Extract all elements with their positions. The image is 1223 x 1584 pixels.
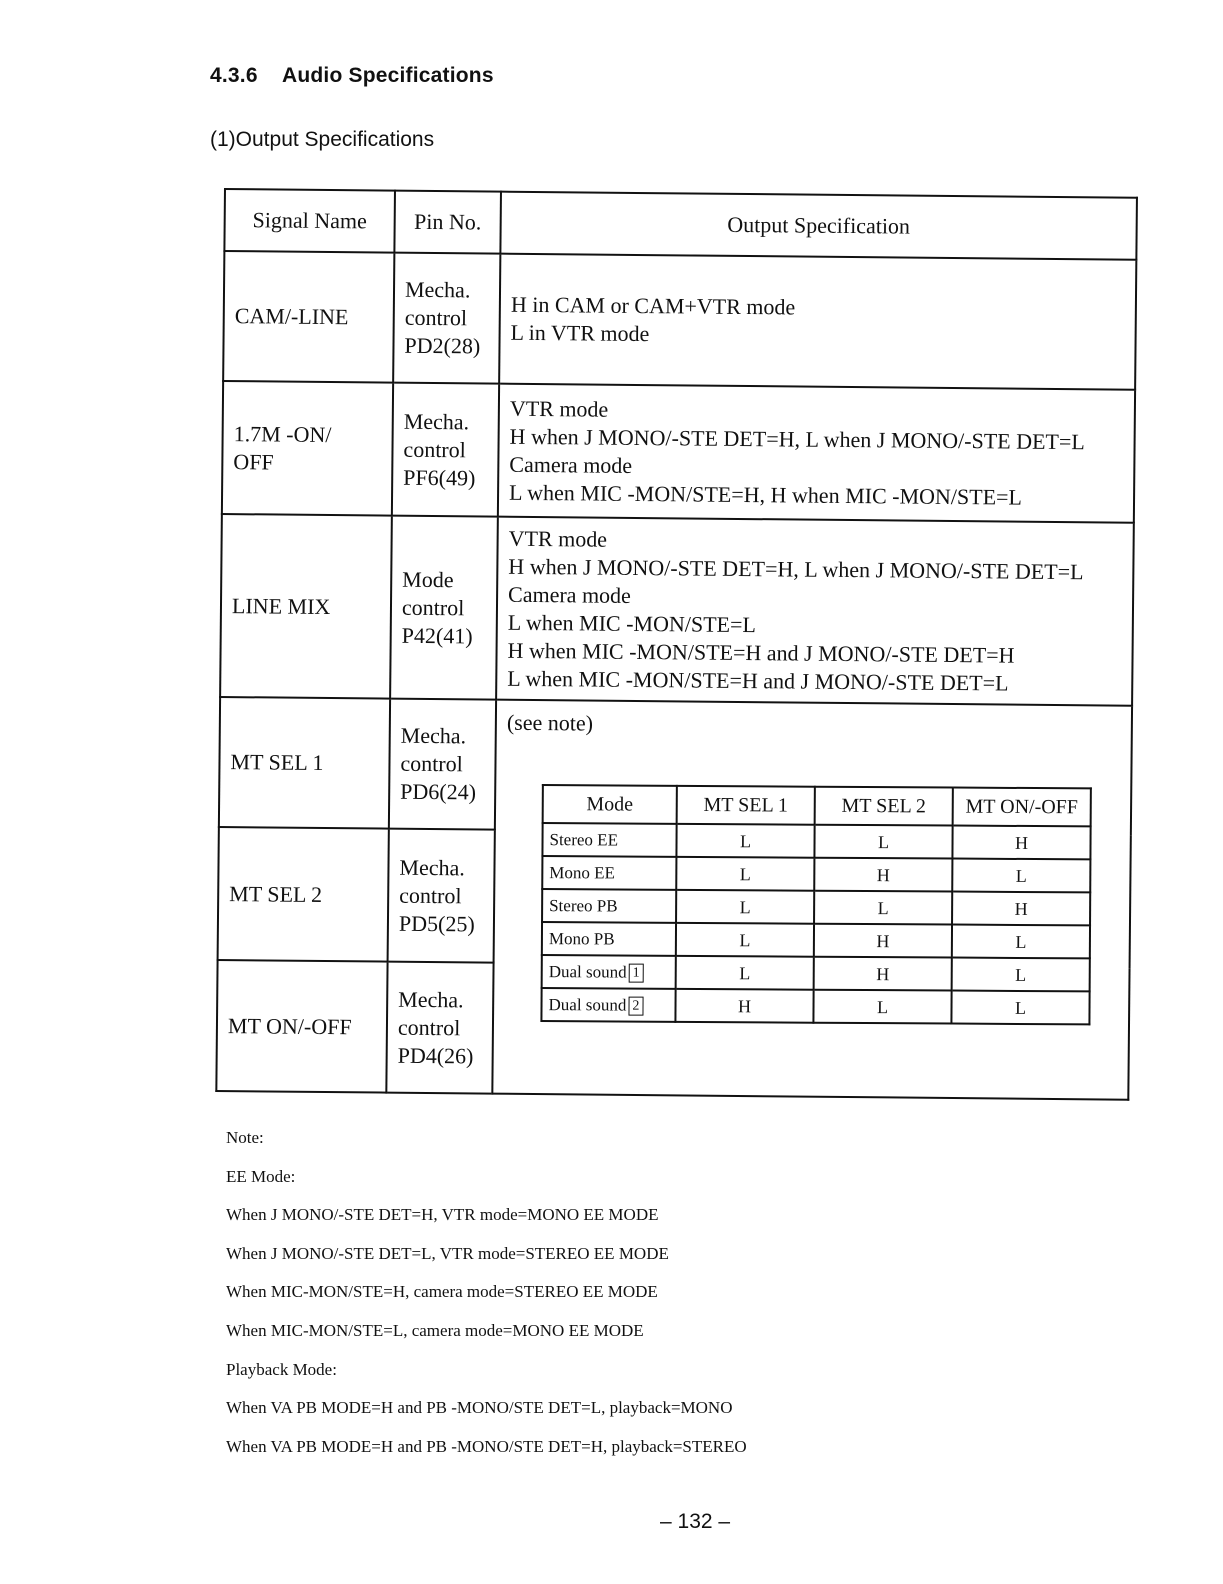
note-line: EE Mode: [226, 1166, 296, 1186]
notes-section [226, 1128, 747, 1475]
note-line: Note: [226, 1128, 264, 1147]
signal-name: LINE MIX [220, 514, 392, 699]
mode-row: Mono EE L H L [542, 856, 1090, 892]
table-header-row [224, 189, 1137, 260]
pin-no: Mecha. control PF6(49) [392, 383, 499, 517]
boxed-number: 1 [629, 964, 644, 983]
output-spec: H in CAM or CAM+VTR mode L in VTR mode [499, 254, 1136, 390]
mode-row: Stereo PB L L H [542, 889, 1090, 925]
mt-sel2-header: MT SEL 2 [815, 787, 953, 826]
header-signal-name: Signal Name [224, 189, 395, 253]
table-row [219, 697, 1132, 836]
section-number: 4.3.6 [210, 64, 258, 87]
pin-no: Mecha. control PD5(25) [388, 829, 495, 963]
signal-name: MT SEL 2 [218, 827, 389, 962]
note-line: Playback Mode: [226, 1359, 337, 1379]
output-spec: VTR mode H when J MONO/-STE DET=H, L when J MONO/-STE DET=L Camera mode L when MIC -MON/STE=L H when MIC -MON/STE=H and J MONO/-STE DET=H L when MIC -MON/STE=H and J MONO/-STE DET=L [496, 517, 1134, 706]
output-spec: VTR mode H when J MONO/-STE DET=H, L when J MONO/-STE DET=L Camera mode L when MIC -MON/STE=H, H when MIC -MON/STE=L [498, 384, 1135, 523]
pin-no: Mecha. control PD4(26) [386, 962, 493, 1094]
section-heading [210, 64, 494, 88]
pin-no: Mecha. control PD2(28) [393, 253, 500, 384]
mode-row: Dual sound 1 L H L [542, 955, 1090, 991]
mt-onoff-header: MT ON/-OFF [953, 788, 1091, 827]
boxed-number: 2 [628, 997, 643, 1016]
subsection-title: (1)Output Specifications [210, 128, 435, 151]
note-line: When VA PB MODE=H and PB -MONO/STE DET=L, playback=MONO [226, 1398, 733, 1418]
mode-row: Stereo EE L L H [542, 823, 1090, 859]
see-note: (see note) [506, 709, 594, 736]
note-line: When MIC-MON/STE=L, camera mode=MONO EE MODE [226, 1320, 644, 1340]
mode-table-header [543, 785, 1091, 826]
pin-no: Mode control P42(41) [390, 516, 498, 700]
mode-row: Mono PB L H L [542, 922, 1090, 958]
mode-note-cell [492, 700, 1132, 1100]
note-line: When VA PB MODE=H and PB -MONO/STE DET=H, playback=STEREO [226, 1436, 747, 1456]
header-output-spec: Output Specification [500, 192, 1137, 260]
signal-name: MT SEL 1 [219, 697, 390, 829]
signal-name: MT ON/-OFF [216, 960, 387, 1093]
output-spec-table [215, 188, 1138, 1101]
table-row [223, 251, 1136, 390]
note-line: When J MONO/-STE DET=H, VTR mode=MONO EE MODE [226, 1205, 659, 1225]
mode-header: Mode [543, 785, 677, 824]
note-line: When MIC-MON/STE=H, camera mode=STEREO EE MODE [226, 1282, 658, 1302]
page-number: – 132 – [660, 1510, 731, 1533]
table-row [220, 514, 1134, 706]
mt-sel1-header: MT SEL 1 [677, 786, 815, 825]
header-pin-no: Pin No. [394, 191, 501, 254]
mode-row: Dual sound 2 H L L [541, 988, 1089, 1024]
note-line: When J MONO/-STE DET=L, VTR mode=STEREO EE MODE [226, 1243, 669, 1263]
signal-name: CAM/-LINE [223, 251, 394, 383]
mode-table [540, 784, 1091, 1025]
table-row [222, 381, 1135, 523]
section-title: Audio Specifications [282, 64, 494, 87]
pin-no: Mecha. control PD6(24) [389, 699, 496, 830]
signal-name: 1.7M -ON/ OFF [222, 381, 393, 516]
